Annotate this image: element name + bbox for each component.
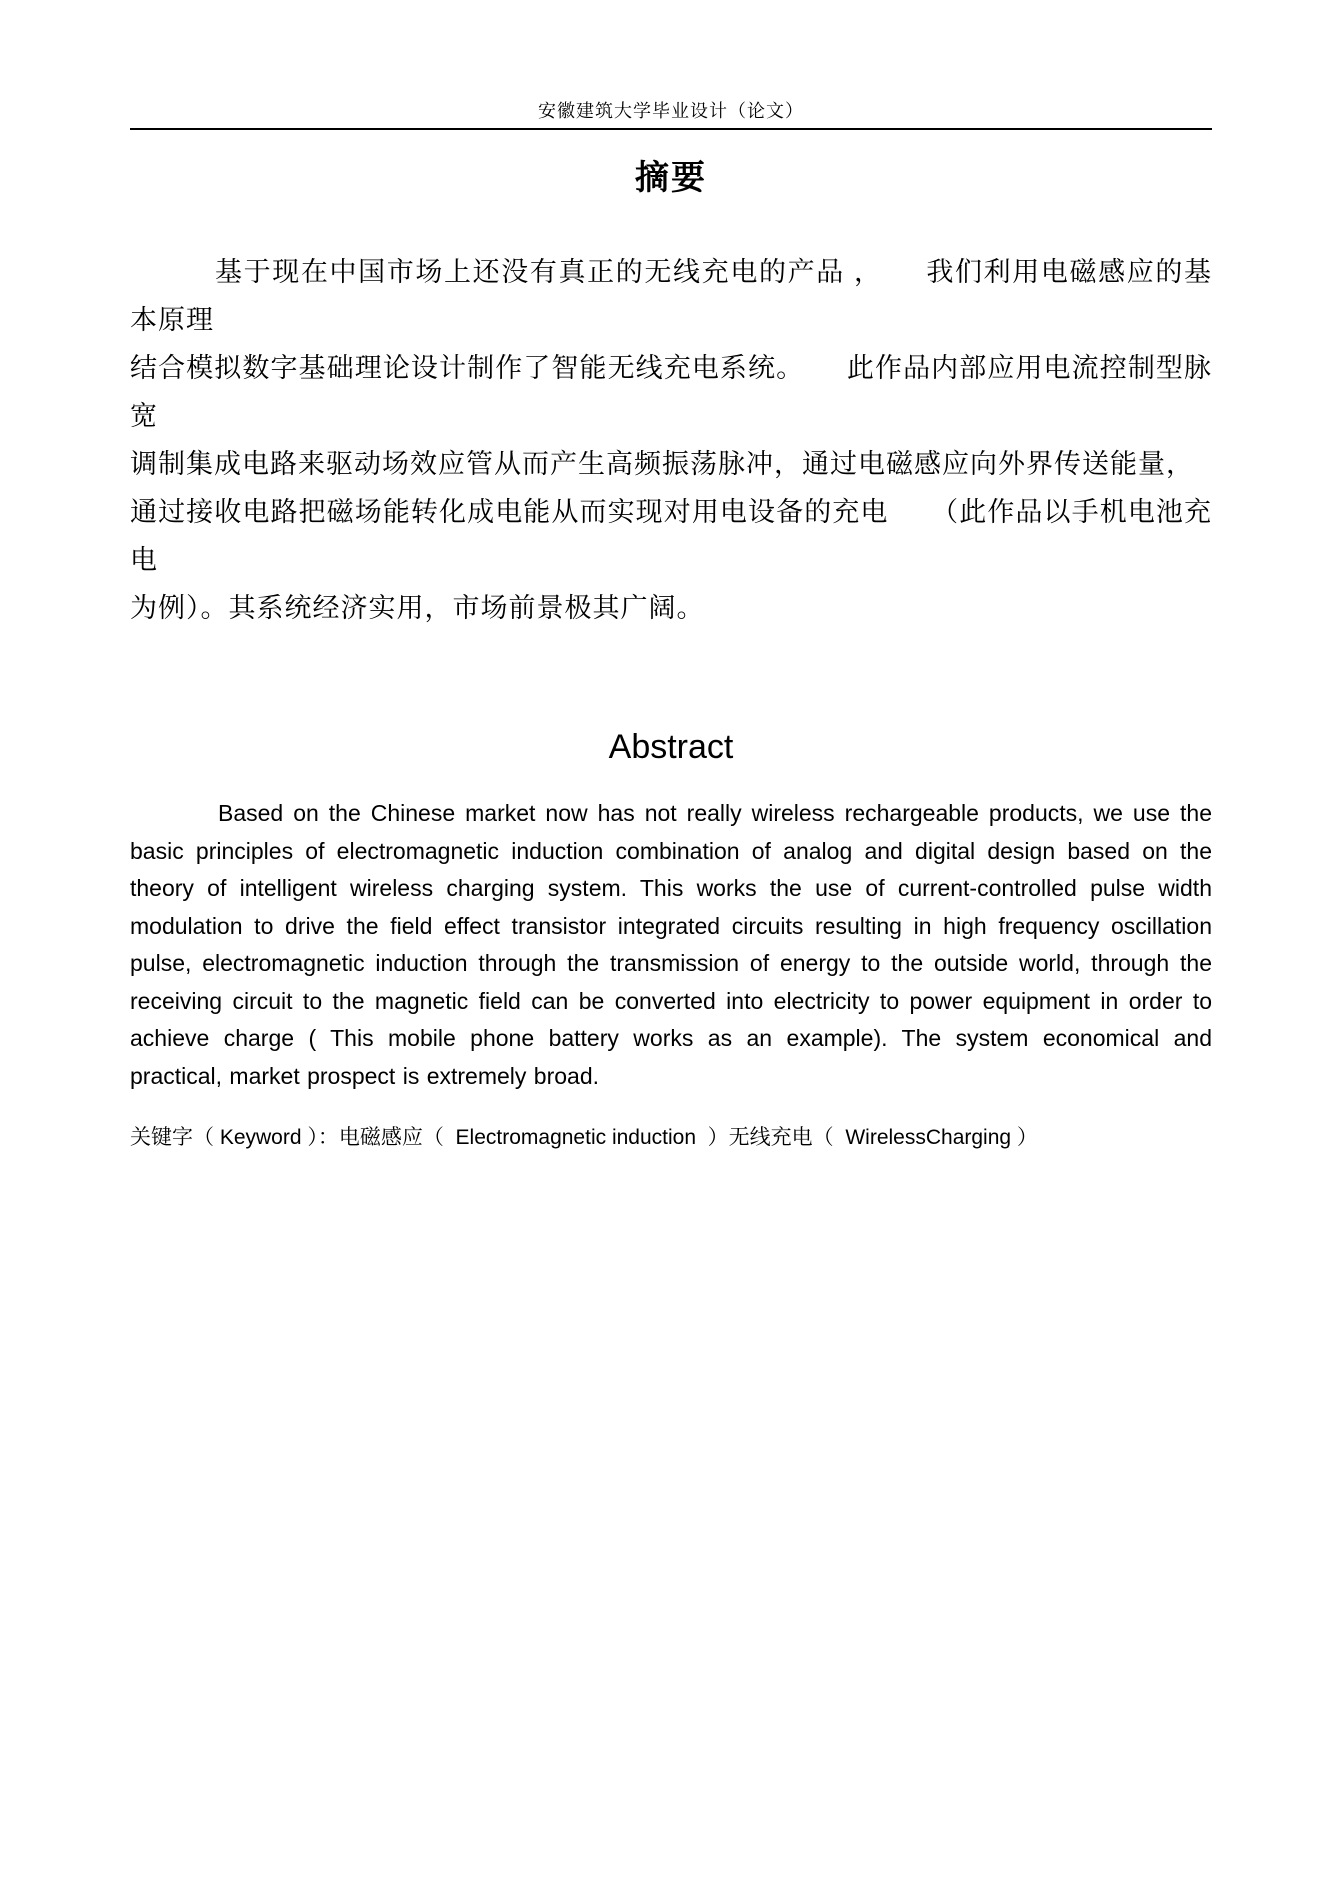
page-header: [130, 0, 1212, 121]
chinese-abstract-line: 调制集成电路来驱动场效应管从而产生高频振荡脉冲，通过电磁感应向外界传送能量，: [130, 449, 1194, 479]
keywords-line: 关键字（ Keyword ）：电磁感应（ Electromagnetic induction ）无线充电（ WirelessCharging ）: [130, 1126, 1038, 1149]
chinese-abstract-title: 摘要: [635, 159, 707, 197]
header-title: 安徽建筑大学毕业设计（论文）: [538, 101, 804, 121]
chinese-abstract-paragraph: [130, 248, 1212, 632]
chinese-abstract-line: 结合模拟数字基础理论设计制作了智能无线充电系统。 此作品内部应用电流控制型脉宽: [130, 353, 1212, 431]
chinese-abstract-line: 为例）。其系统经济实用，市场前景极其广阔。: [130, 593, 705, 623]
header-rule: [130, 128, 1212, 130]
document-content: [130, 0, 1212, 1153]
chinese-abstract-line: 通过接收电路把磁场能转化成电能从而实现对用电设备的充电 （此作品以手机电池充电: [130, 497, 1212, 575]
chinese-abstract-line: 基于现在中国市场上还没有真正的无线充电的产品 ， 我们利用电磁感应的基本原理: [130, 257, 1212, 335]
english-abstract-title: Abstract: [608, 728, 734, 766]
english-abstract-paragraph: Based on the Chinese market now has not really wireless rechargeable products, we use the basic principles of electromagnetic induction combination of analog and digital design based on the theory of intelligent wireless charging system. This works the use of current-controlled pulse width modulation to drive the field effect transistor integrated circuits resulting in high frequency oscillation pulse, electromagnetic induction through the transmission of energy to the outside world, through the receiving circuit to the magnetic field can be converted into electricity to power equipment in order to achieve charge ( This mobile phone battery works as an example). The system economical and practical, market prospect is extremely broad.: [130, 800, 1212, 1089]
